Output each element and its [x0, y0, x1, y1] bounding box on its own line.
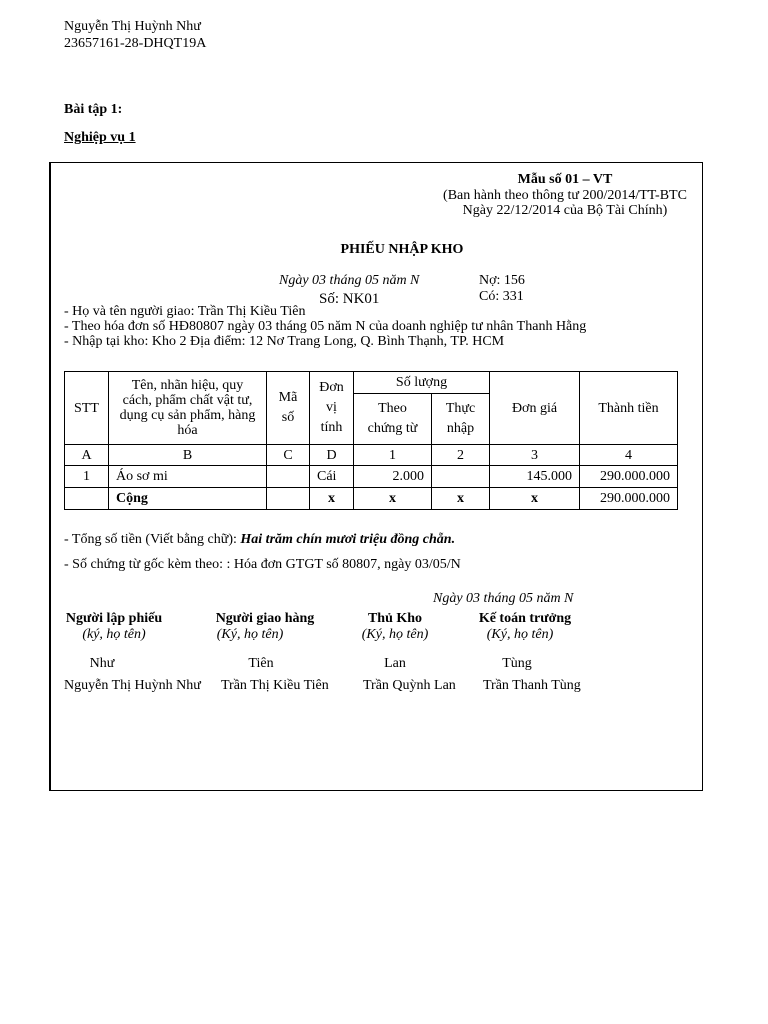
total-amount: 290.000.000: [580, 488, 678, 510]
total-code: [267, 488, 310, 510]
item-name: Áo sơ mi: [109, 466, 267, 488]
index-cell: D: [310, 445, 354, 466]
role-note-storekeeper: (Ký, họ tên): [361, 627, 429, 642]
total-unit: x: [310, 488, 354, 510]
index-cell: 3: [490, 445, 580, 466]
signature-deliverer: Tiên: [248, 656, 274, 671]
name-deliverer: Trần Thị Kiều Tiên: [221, 678, 329, 693]
index-cell: A: [65, 445, 109, 466]
item-quantity-by-document: 2.000: [354, 466, 432, 488]
form-title: PHIẾU NHẬP KHO: [340, 242, 464, 257]
amount-in-words-line: [64, 532, 455, 548]
header-item-name: Tên, nhãn hiệu, quy cách, phẩm chất vật tư, dụng cụ sản phẩm, hàng hóa: [109, 372, 267, 445]
index-cell: 4: [580, 445, 678, 466]
name-preparer: Nguyễn Thị Huỳnh Như: [64, 678, 201, 693]
total-stt: [65, 488, 109, 510]
header-by-document: Theo chứng từ: [354, 394, 432, 445]
student-name: Nguyễn Thị Huỳnh Như: [64, 19, 201, 34]
issued-line-1: (Ban hành theo thông tư 200/2014/TT-BTC: [443, 188, 687, 203]
item-unit: Cái: [310, 466, 354, 488]
role-title-chief-accountant: Kế toán trưởng: [478, 611, 572, 626]
signature-date: Ngày 03 tháng 05 năm N: [433, 591, 574, 606]
header-unit: Đơn vị tính: [310, 372, 354, 445]
issued-line-2: Ngày 22/12/2014 của Bộ Tài Chính): [462, 203, 668, 218]
debit-account: Nợ: 156: [479, 273, 525, 288]
table-header-row: [65, 372, 678, 394]
amount-in-words-label: - Tổng số tiền (Viết bằng chữ):: [64, 532, 241, 547]
name-chief-accountant: Trần Thanh Tùng: [483, 678, 581, 693]
index-cell: 1: [354, 445, 432, 466]
warehouse-line: - Nhập tại kho: Kho 2 Địa điểm: 12 Nơ Trang Long, Q. Bình Thạnh, TP. HCM: [64, 334, 505, 349]
item-stt: 1: [65, 466, 109, 488]
invoice-line: - Theo hóa đơn số HĐ80807 ngày 03 tháng 05 năm N của doanh nghiệp tư nhân Thanh Hằng: [64, 319, 587, 334]
role-title-preparer: Người lập phiếu: [65, 611, 163, 626]
item-code: [267, 466, 310, 488]
role-note-chief-accountant: (Ký, họ tên): [486, 627, 554, 642]
total-unit-price: x: [490, 488, 580, 510]
signature-storekeeper: Lan: [384, 656, 406, 671]
header-amount: Thành tiền: [580, 372, 678, 445]
template-number: Mẫu số 01 – VT: [517, 172, 613, 187]
amount-in-words: Hai trăm chín mươi triệu đồng chẵn.: [240, 532, 456, 547]
table-total-row: [65, 488, 678, 510]
name-storekeeper: Trần Quỳnh Lan: [363, 678, 456, 693]
exercise-title: Bài tập 1:: [64, 102, 123, 117]
role-note-preparer: (ký, họ tên): [82, 627, 146, 642]
index-cell: C: [267, 445, 310, 466]
index-cell: 2: [432, 445, 490, 466]
item-quantity-actual: [432, 466, 490, 488]
header-code: Mã số: [267, 372, 310, 445]
total-label: Cộng: [109, 488, 267, 510]
table-row: [65, 466, 678, 488]
signature-preparer: Như: [89, 656, 115, 671]
index-cell: B: [109, 445, 267, 466]
goods-table: [64, 371, 678, 510]
signature-chief-accountant: Tùng: [502, 656, 532, 671]
header-unit-price: Đơn giá: [490, 372, 580, 445]
header-quantity: Số lượng: [354, 372, 490, 394]
total-by-document: x: [354, 488, 432, 510]
role-title-deliverer: Người giao hàng: [215, 611, 315, 626]
table-index-row: [65, 445, 678, 466]
credit-account: Có: 331: [479, 289, 524, 304]
deliverer-line: - Họ và tên người giao: Trần Thị Kiều Tiên: [64, 304, 306, 319]
form-date: Ngày 03 tháng 05 năm N: [279, 273, 420, 288]
total-actual: x: [432, 488, 490, 510]
item-unit-price: 145.000: [490, 466, 580, 488]
role-title-storekeeper: Thủ Kho: [367, 611, 423, 626]
header-stt: STT: [65, 372, 109, 445]
attached-documents: - Số chứng từ gốc kèm theo: : Hóa đơn GTGT số 80807, ngày 03/05/N: [64, 557, 461, 572]
item-amount: 290.000.000: [580, 466, 678, 488]
form-number: Số: NK01: [319, 291, 380, 307]
header-actual: Thực nhập: [432, 394, 490, 445]
student-id: 23657161-28-DHQT19A: [64, 36, 207, 51]
exercise-subtitle: Nghiệp vụ 1: [64, 130, 136, 145]
role-note-deliverer: (Ký, họ tên): [216, 627, 284, 642]
